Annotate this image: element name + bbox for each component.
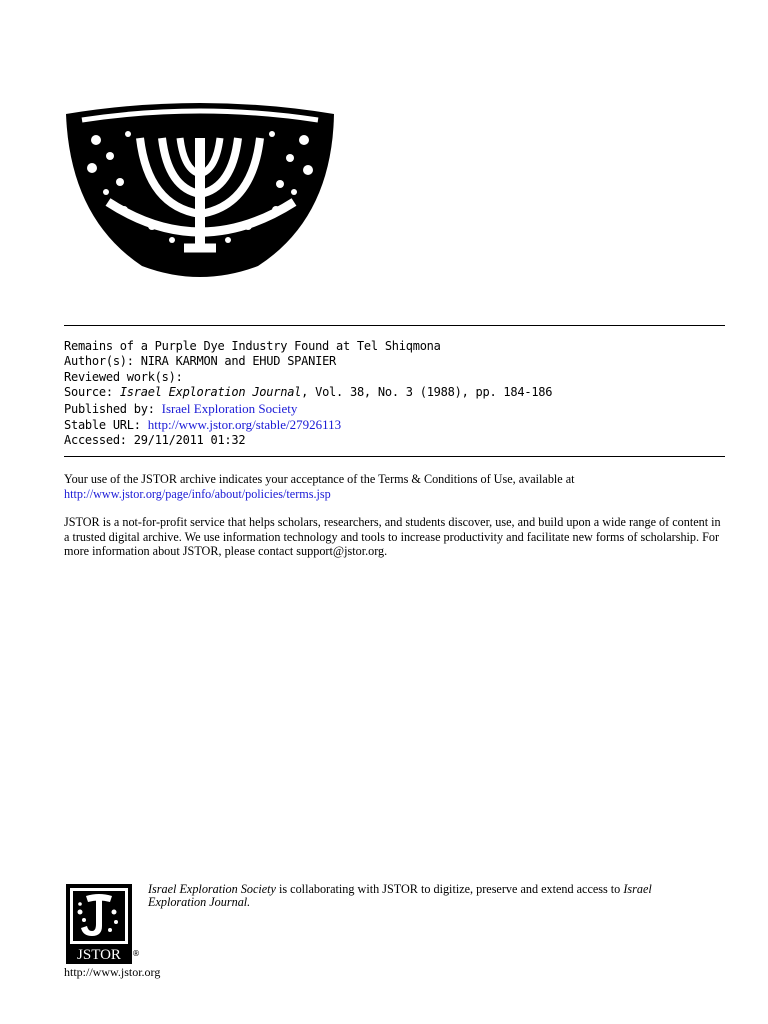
published-label: Published by: [64, 401, 155, 416]
terms-paragraph [64, 472, 724, 501]
footer-publisher: Israel Exploration Society [148, 882, 276, 896]
accessed-label: Accessed: [64, 433, 127, 448]
citation-block [64, 339, 724, 449]
jstor-url: http://www.jstor.org [64, 965, 161, 979]
accessed-value: 29/11/2011 01:32 [133, 433, 246, 448]
about-paragraph: JSTOR is a not-for-profit service that helps scholars, researchers, and students discover, use, and build upon a wide range of content in a trusted digital archive. We use information technology and tools to increase productivity and facilitate new forms of scholarship. For more information about JSTOR, please contact support@jstor.org. [64, 515, 721, 559]
article-title: Remains of a Purple Dye Industry Found at Tel Shiqmona [64, 339, 441, 353]
published-row [64, 401, 724, 417]
bottom-divider [64, 456, 725, 457]
source-journal: Israel Exploration Journal [119, 385, 302, 400]
jstor-logo-text: JSTOR [77, 947, 121, 963]
top-divider [64, 325, 725, 326]
jstor-logo-icon [66, 884, 132, 964]
stable-url-label: Stable URL: [64, 418, 141, 433]
authors-value: NIRA KARMON and EHUD SPANIER [140, 354, 337, 369]
source-label: Source: [64, 385, 113, 400]
source-row [64, 385, 724, 400]
collaboration-note [148, 883, 708, 908]
terms-block [64, 472, 724, 573]
stable-url-row [64, 417, 724, 433]
reviewed-works-row: Reviewed work(s): [64, 369, 183, 384]
terms-link[interactable]: http://www.jstor.org/page/info/about/policies/terms.jsp [64, 486, 331, 501]
authors-row [64, 354, 724, 369]
terms-text: Your use of the JSTOR archive indicates your acceptance of the Terms & Conditions of Use, available at [64, 472, 575, 486]
footer-journal: Israel Exploration Journal. [148, 882, 652, 909]
menorah-seal-icon [62, 98, 338, 280]
stable-url-link[interactable]: http://www.jstor.org/stable/27926113 [147, 417, 342, 433]
registered-mark: ® [132, 949, 140, 958]
footer-collab-text: is collaborating with JSTOR to digitize, preserve and extend access to [275, 882, 624, 896]
authors-label: Author(s): [64, 354, 134, 369]
accessed-row [64, 433, 724, 448]
publisher-link[interactable]: Israel Exploration Society [161, 400, 298, 416]
source-details: , Vol. 38, No. 3 (1988), pp. 184-186 [301, 385, 553, 400]
